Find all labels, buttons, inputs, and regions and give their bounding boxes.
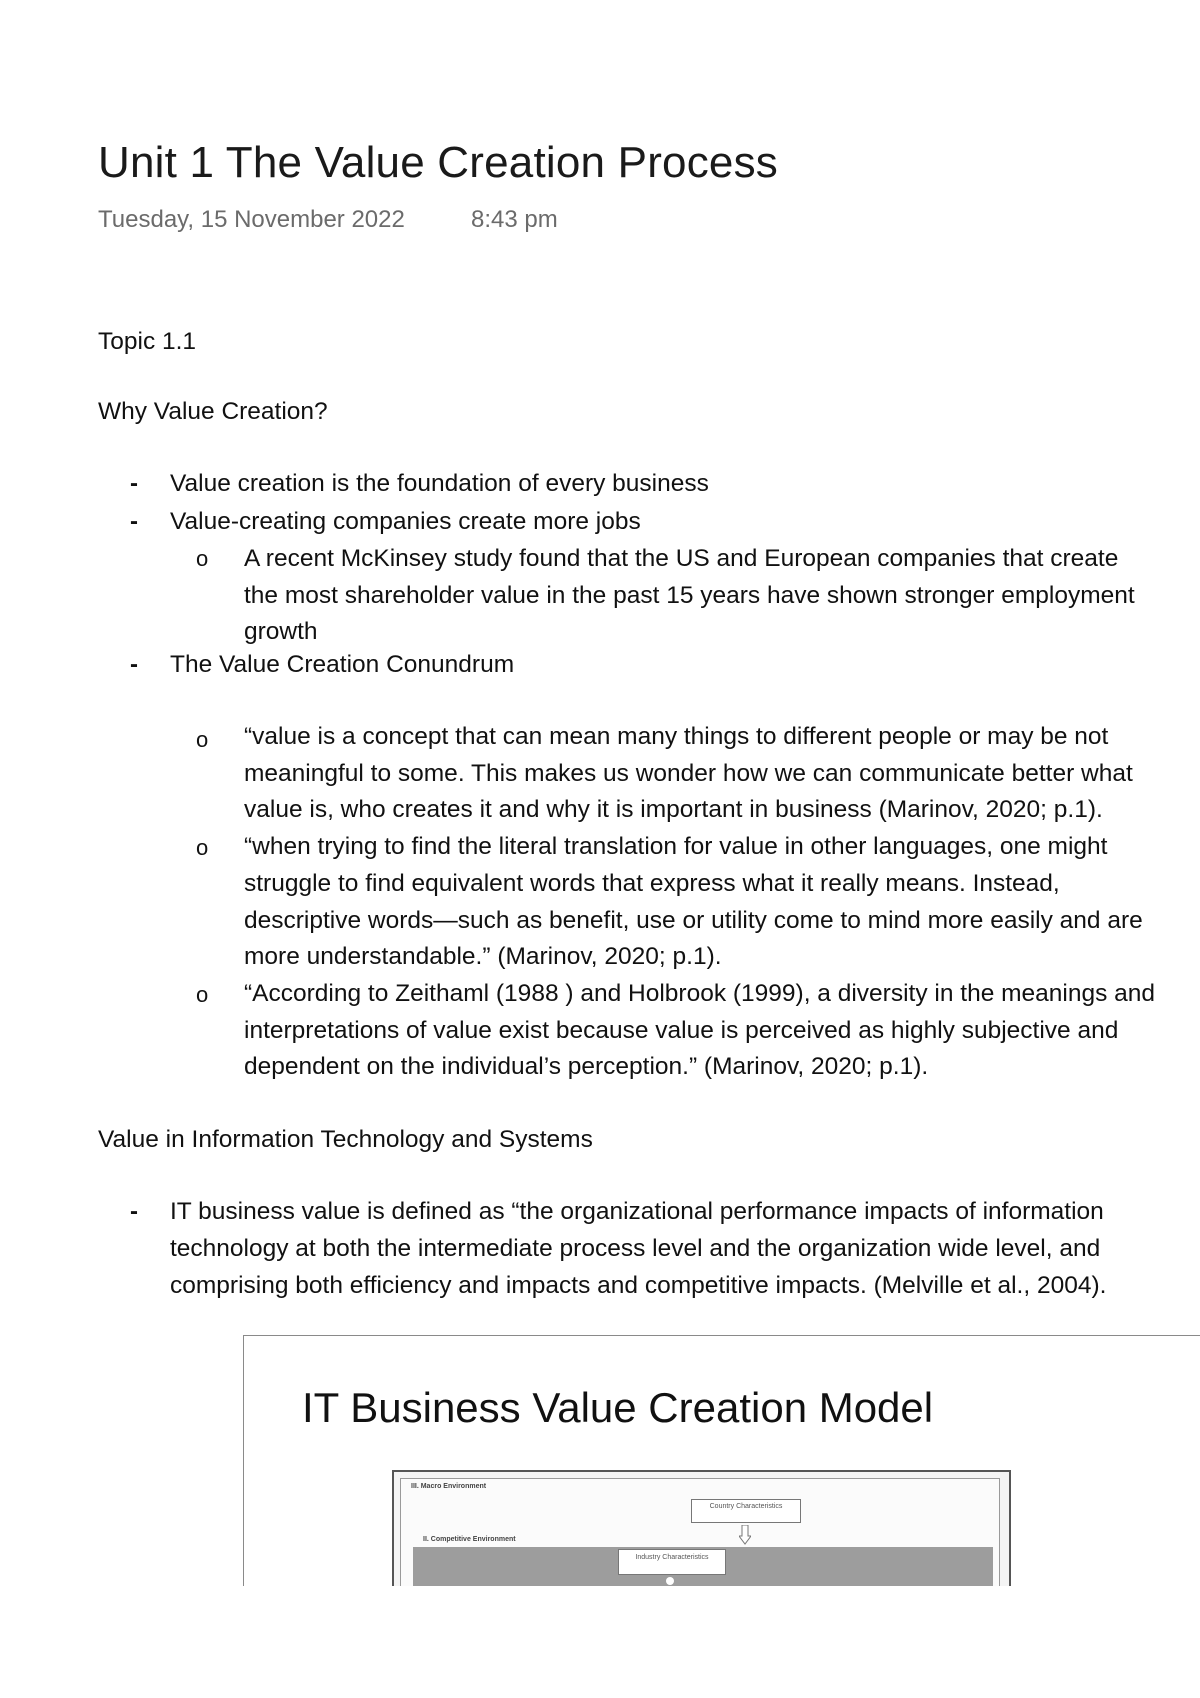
bullet-line: technology at both the intermediate process level and the organization wide level, and	[170, 1235, 1101, 1262]
sub-bullet-line: “when trying to find the literal translation for value in other languages, one might	[244, 833, 1108, 860]
dash-bullet: -	[130, 508, 138, 535]
down-arrow-icon	[739, 1525, 751, 1545]
dash-bullet: -	[130, 651, 138, 678]
connector-dot	[666, 1577, 674, 1585]
bullet-line: IT business value is defined as “the organizational performance impacts of information	[170, 1198, 1104, 1225]
sub-bullet-line: “According to Zeithaml (1988 ) and Holbrook (1999), a diversity in the meanings and	[244, 980, 1156, 1007]
competitive-environment-band	[413, 1547, 993, 1586]
sub-bullet-line: more understandable.” (Marinov, 2020; p.1).	[244, 943, 722, 970]
section-heading-value-in-it: Value in Information Technology and Systems	[98, 1126, 593, 1153]
sub-bullet-line: interpretations of value exist because value is perceived as highly subjective and	[244, 1017, 1119, 1044]
macro-environment-label: III. Macro Environment	[411, 1483, 487, 1490]
sub-bullet-line: meaningful to some. This makes us wonder how we can communicate better what	[244, 760, 1133, 787]
sub-bullet-line: dependent on the individual’s perception.” (Marinov, 2020; p.1).	[244, 1053, 929, 1080]
circle-bullet: o	[196, 727, 209, 752]
circle-bullet: o	[196, 982, 209, 1007]
country-characteristics-box: Country Characteristics	[691, 1499, 801, 1523]
embedded-slide-image	[243, 1335, 1200, 1586]
macro-environment-panel	[400, 1478, 1000, 1586]
industry-characteristics-box: Industry Characteristics	[618, 1549, 726, 1575]
bullet-line: comprising both efficiency and impacts and competitive impacts. (Melville et al., 2004).	[170, 1272, 1107, 1299]
circle-bullet: o	[196, 835, 209, 860]
value-creation-diagram	[392, 1470, 1011, 1586]
page-title: Unit 1 The Value Creation Process	[98, 138, 778, 187]
sub-bullet-line: A recent McKinsey study found that the US and European companies that create	[244, 545, 1119, 572]
bullet-item: Value creation is the foundation of every business	[170, 470, 709, 497]
competitive-environment-label: II. Competitive Environment	[423, 1536, 516, 1543]
dash-bullet: -	[130, 1198, 138, 1225]
page-date: Tuesday, 15 November 2022	[98, 206, 405, 233]
section-heading-why-value-creation: Why Value Creation?	[98, 398, 328, 425]
sub-bullet-line: descriptive words—such as benefit, use or utility come to mind more easily and are	[244, 907, 1143, 934]
circle-bullet: o	[196, 546, 209, 571]
sub-bullet-line: struggle to find equivalent words that express what it really means. Instead,	[244, 870, 1060, 897]
bullet-item: Value-creating companies create more jobs	[170, 508, 641, 535]
sub-bullet-line: value is, who creates it and why it is important in business (Marinov, 2020; p.1).	[244, 796, 1103, 823]
figure-title: IT Business Value Creation Model	[302, 1384, 934, 1431]
sub-bullet-line: the most shareholder value in the past 15 years have shown stronger employment	[244, 582, 1135, 609]
sub-bullet-line: growth	[244, 618, 318, 645]
sub-bullet-line: “value is a concept that can mean many things to different people or may be not	[244, 723, 1109, 750]
bullet-item: The Value Creation Conundrum	[170, 651, 515, 678]
topic-label: Topic 1.1	[98, 328, 197, 355]
dash-bullet: -	[130, 470, 138, 497]
page-time: 8:43 pm	[471, 206, 558, 233]
